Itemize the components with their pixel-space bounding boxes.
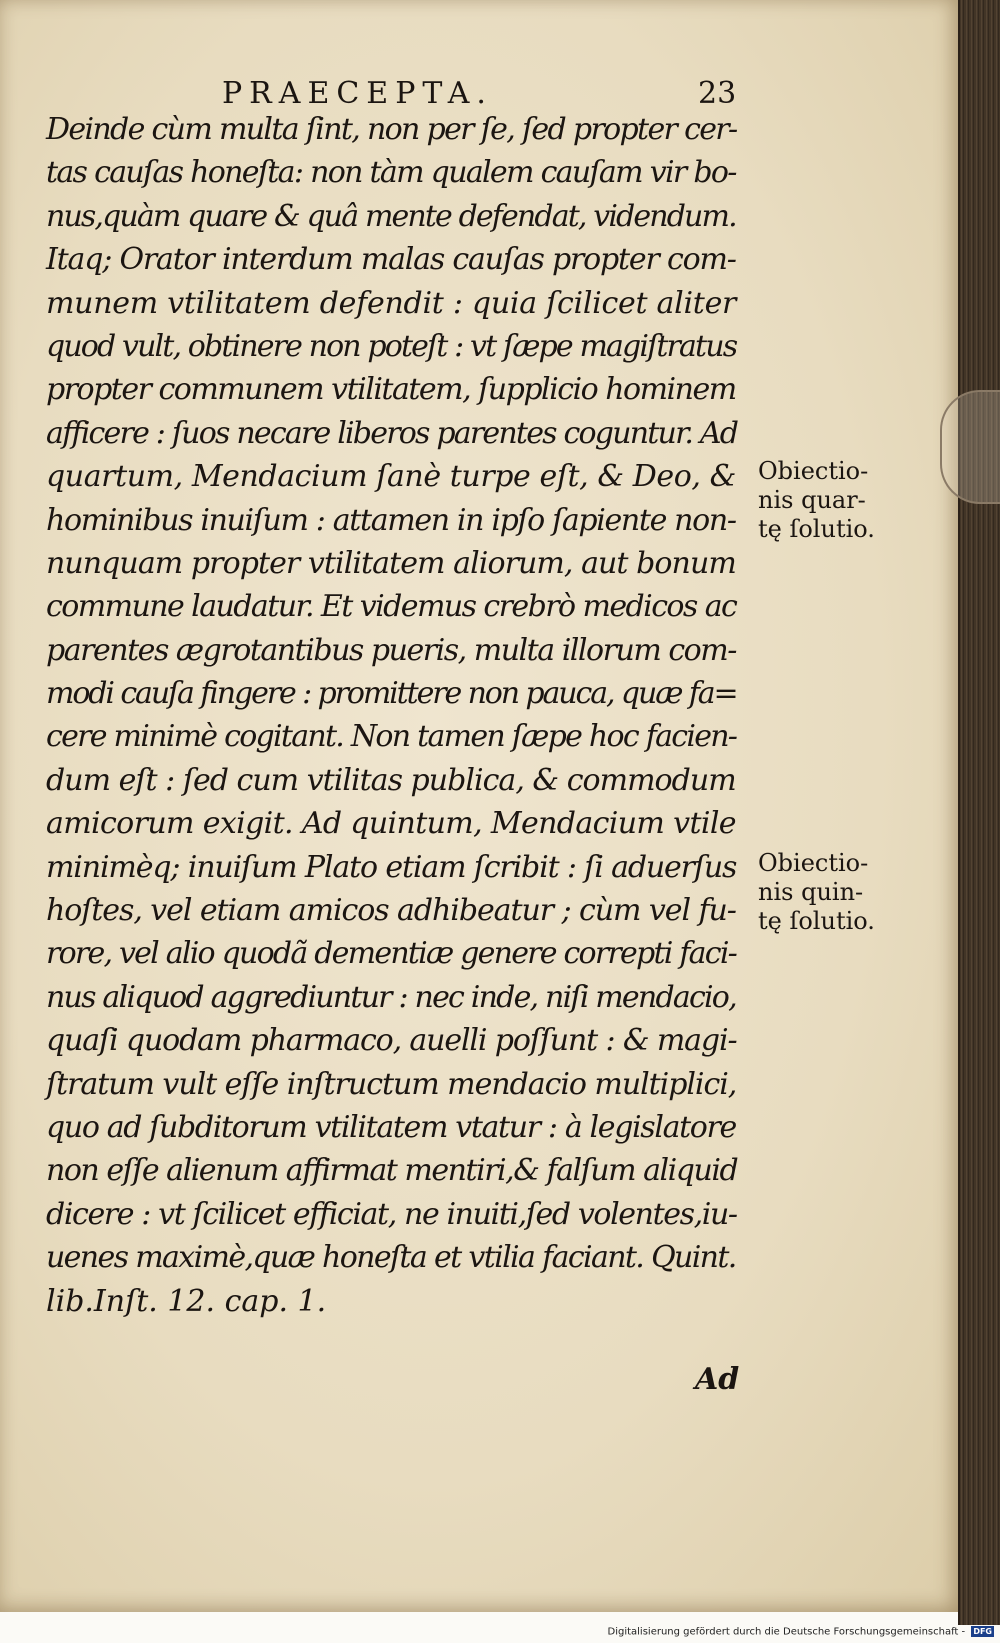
text-line: nunquam propter vtilitatem aliorum, aut bonum [46,545,736,581]
text-line: parentes ægrotantibus pueris, multa illorum com- [46,632,736,668]
margin-note-line: nis quar- [758,486,866,514]
text-line: commune laudatur. Et videmus crebrò medicos ac [46,589,737,625]
text-line: cere minimè cogitant. Non tamen ſæpe hoc facien- [46,719,737,755]
text-line: dicere : vt ſcilicet efficiat, ne inuiti,ſed volentes,iu- [46,1196,737,1232]
margin-note-line: nis quin- [758,878,864,906]
margin-note-line: tę ſolutio. [758,907,875,935]
text-line: hoſtes, vel etiam amicos adhibeatur ; cùm vel fu- [46,893,736,929]
margin-note-line: tę ſolutio. [758,515,875,543]
text-line: tas cauſas honeſta: non tàm qualem cauſam vir bo- [46,155,736,191]
digitization-credit [608,1626,995,1638]
text-line: quaſi quodam pharmaco, auelli poſſunt : & magi- [46,1023,737,1059]
page-number: 23 [698,76,737,111]
running-head: PRAECEPTA. [222,76,493,111]
text-line: minimèq; inuiſum Plato etiam ſcribit : ſi aduerſus [46,849,737,885]
text-line: modi cauſa fingere : promittere non pauca, quæ fa= [46,676,737,712]
text-line: lib.Inſt. 12. cap. 1. [46,1283,327,1319]
dfg-logo: DFG [973,1627,992,1636]
text-line: rore, vel alio quodã dementiæ genere correpti faci- [46,936,737,972]
text-line: uenes maximè,quæ honeſta et vtilia faciant. Quint. [46,1240,736,1276]
text-line: quartum, Mendacium ſanè turpe eſt, & Deo, & [46,459,736,495]
text-line: dum eſt : ſed cum vtilitas publica, & commodum [46,762,736,798]
catchword: Ad [695,1362,740,1397]
text-line: hominibus inuiſum : attamen in ipſo ſapiente non- [46,502,736,538]
text-line: munem vtilitatem defendit : quia ſcilicet aliter [46,285,737,321]
page-tab [940,390,1000,504]
text-line: amicorum exigit. Ad quintum, Mendacium vtile [46,806,736,842]
credit-text: Digitalisierung gefördert durch die Deutsche Forschungsgemeinschaft - [607,1626,966,1638]
margin-note-fourth-objection [758,457,875,544]
text-line: non eſſe alienum affirmat mentiri,& falſum aliquid [46,1153,738,1189]
text-line: afficere : ſuos necare liberos parentes coguntur. Ad [46,415,738,451]
margin-note-fifth-objection [758,849,875,936]
text-line: quod vult, obtinere non poteſt : vt ſæpe magiſtratus [46,328,737,364]
margin-note-line: Obiectio- [758,849,869,877]
text-line: nus,quàm quare & quâ mente defendat, videndum. [46,198,736,234]
book-edge [958,0,1000,1625]
body-text [46,108,766,1323]
text-line: nus aliquod aggrediuntur : nec inde, niſi mendacio, [46,979,736,1015]
text-line: Itaq; Orator interdum malas cauſas propter com- [46,242,736,278]
text-line: Deinde cùm multa ſint, non per ſe, ſed propter cer- [46,112,737,147]
text-line: ſtratum vult eſſe inſtructum mendacio multiplici, [46,1066,737,1102]
margin-note-line: Obiectio- [758,457,869,485]
text-line: quo ad ſubditorum vtilitatem vtatur : à legislatore [46,1109,736,1145]
text-line: propter communem vtilitatem, ſupplicio hominem [46,372,736,408]
